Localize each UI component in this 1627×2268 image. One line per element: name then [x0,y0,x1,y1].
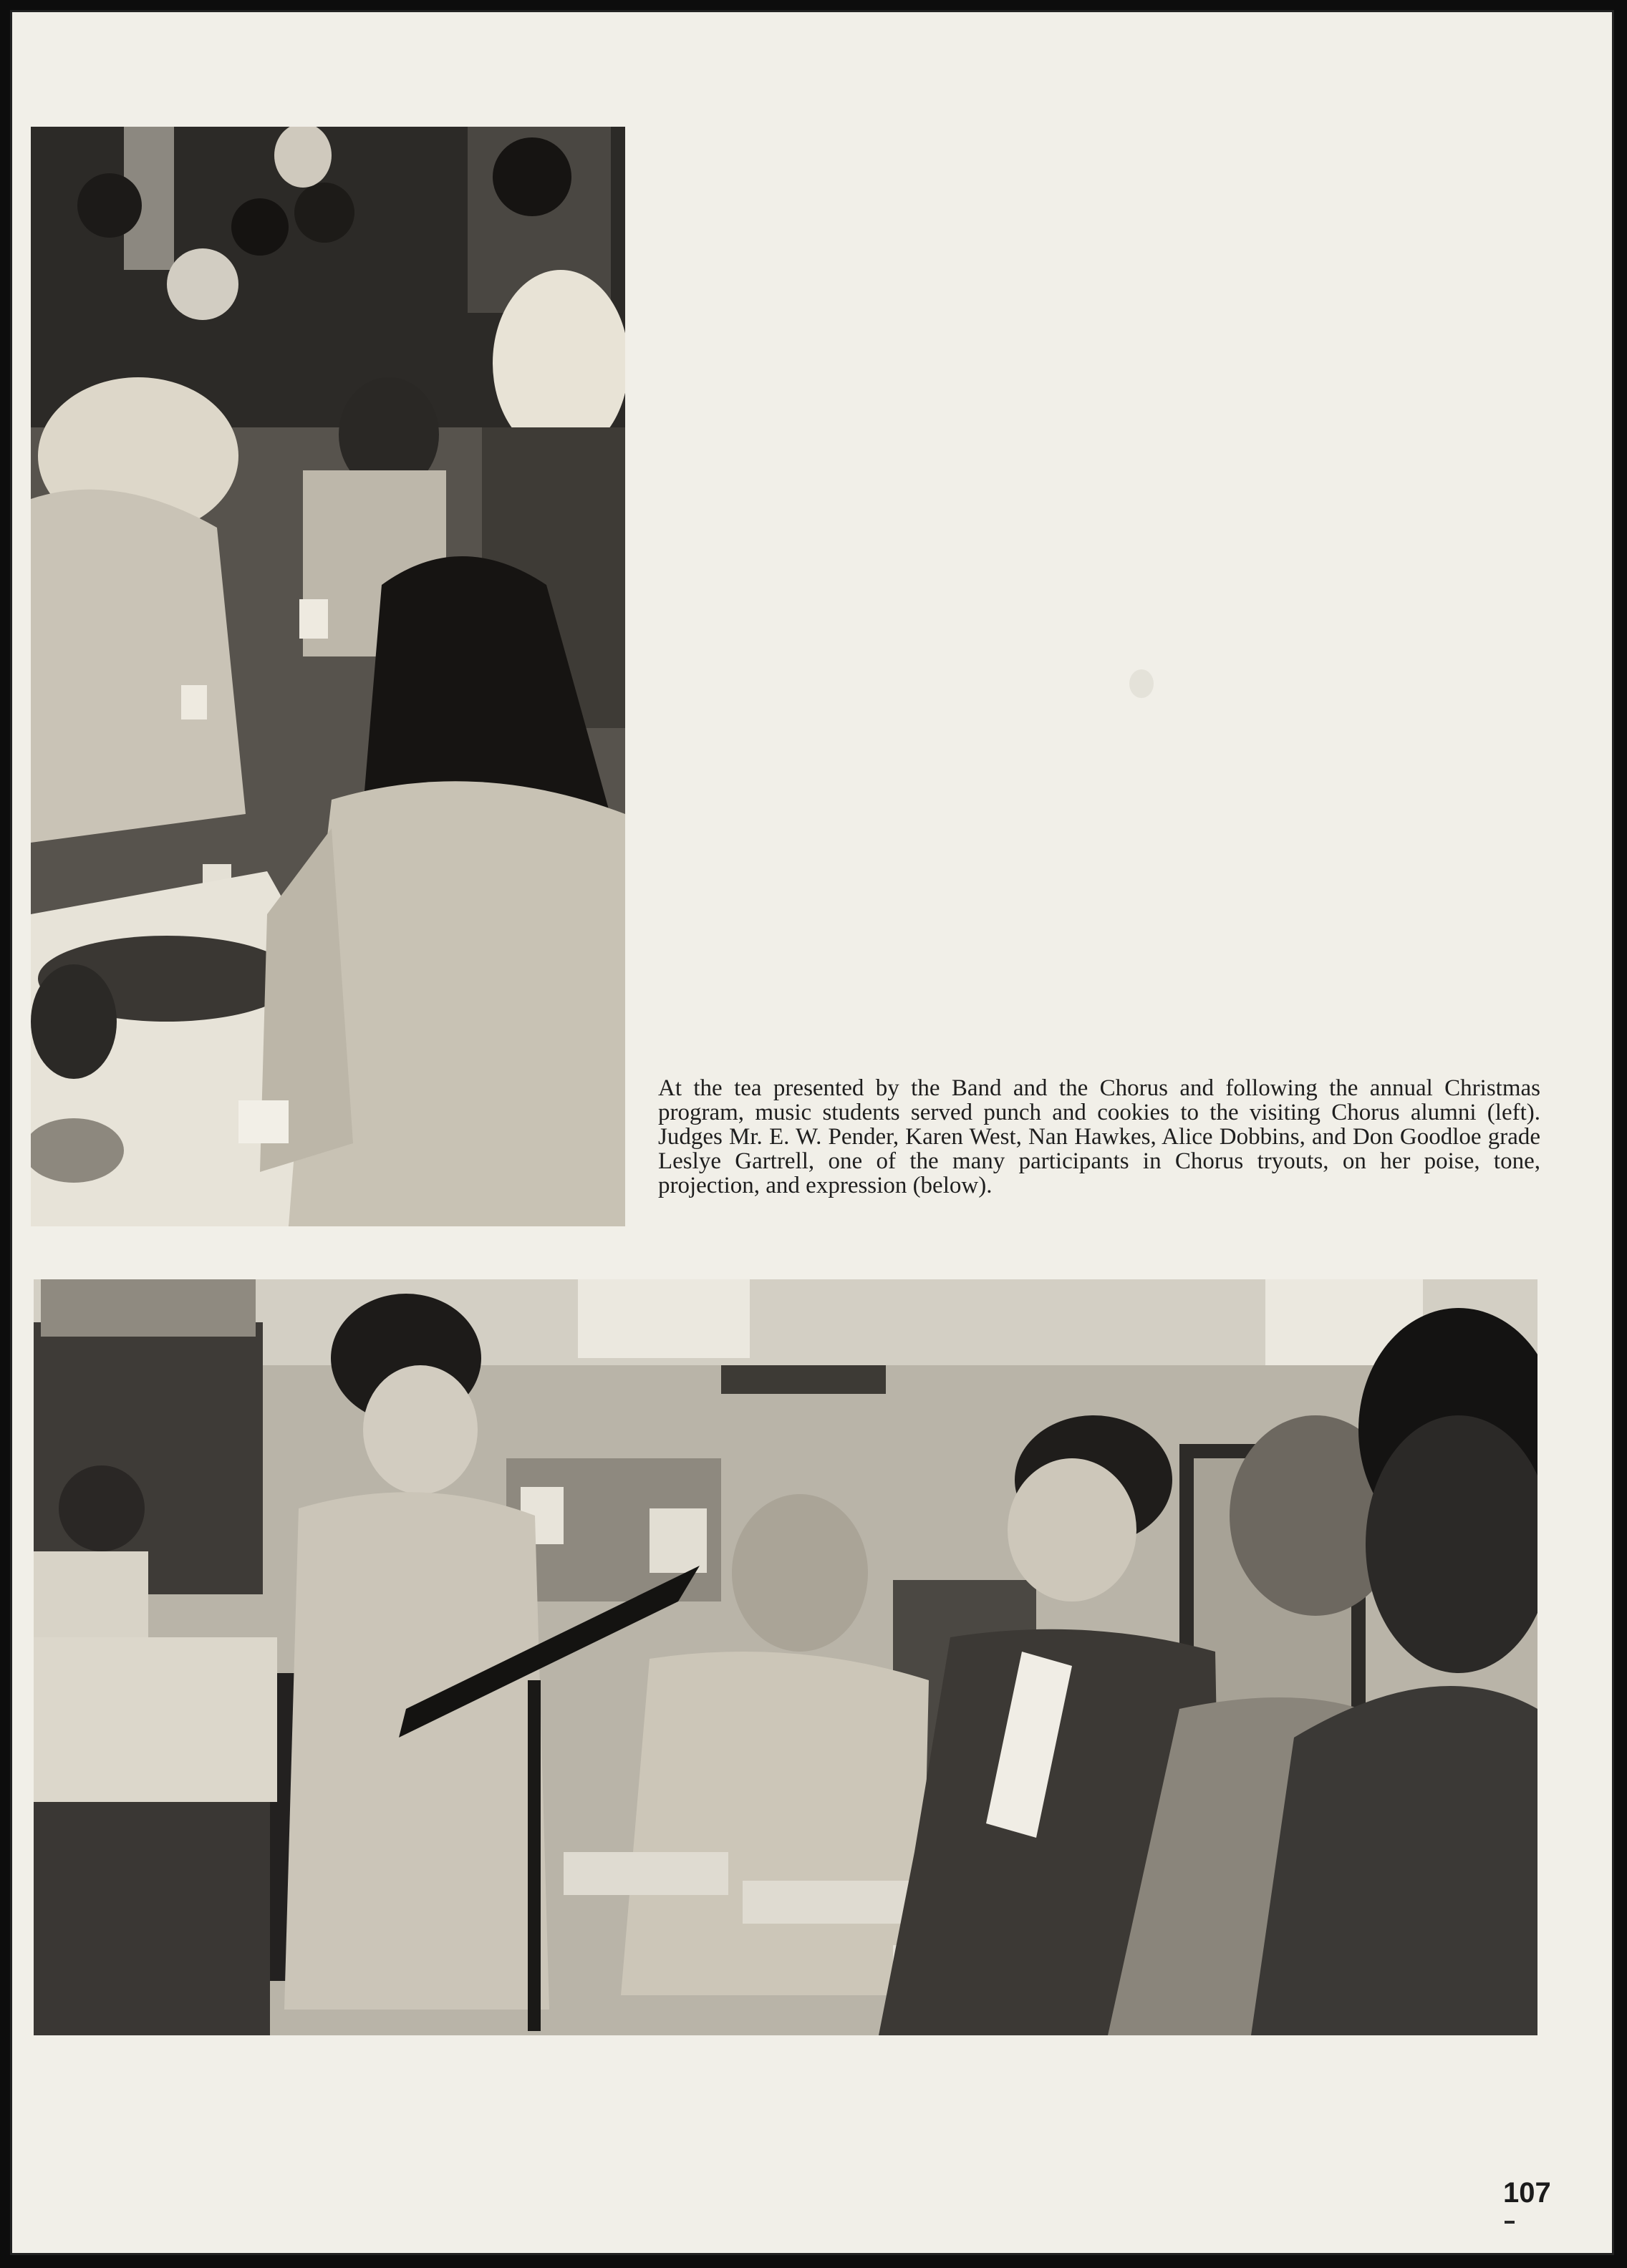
chorus-tryouts-photo-image [34,1279,1537,2035]
christmas-tea-photo [31,127,625,1226]
page-number-mark [1505,2221,1515,2224]
print-fleck [1129,669,1154,698]
chorus-tryouts-photo [34,1279,1537,2035]
yearbook-page [10,10,1614,2255]
photo-caption: At the tea presented by the Band and the Chorus and following the annual Christmas program, music students served punch and cookies to the visiting Chorus alumni (left). Judges Mr. E. W. Pender, Karen West, Nan Hawkes, Alice Dobbins, and Don Goodloe grade Leslye Gartrell, one of the many participants in Chorus tryouts, on her poise, tone, projection, and expression (below). [658,1075,1540,1198]
page-number: 107 [1503,2177,1551,2209]
christmas-tea-photo-image [31,127,625,1226]
